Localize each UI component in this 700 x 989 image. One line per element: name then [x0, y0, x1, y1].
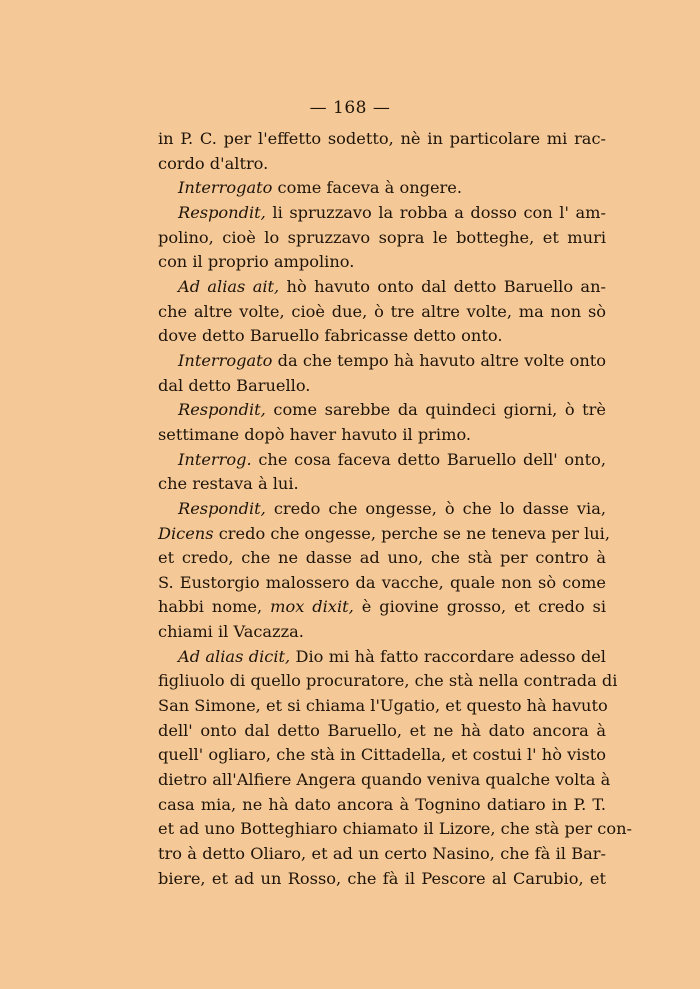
text-line — [158, 793, 606, 818]
text-line — [158, 842, 606, 867]
page-number: — 168 — — [309, 98, 391, 118]
text-line — [158, 522, 611, 547]
text-line — [158, 226, 606, 251]
line-text: dell' onto dal detto Baruello, et ne hà dato ancora à — [158, 720, 606, 740]
text-line — [158, 176, 606, 201]
line-text: che restava à lui. — [158, 474, 299, 494]
text-line — [158, 300, 606, 325]
line-text: casa mia, ne hà dato ancora à Tognino datiaro in P. T. — [158, 794, 606, 814]
line-text: dietro all'Alfiere Angera quando veniva qualche volta à — [158, 770, 611, 790]
line-text: biere, et ad un Rosso, che fà il Pescore al Carubio, et — [158, 868, 606, 888]
line-text: come faceva à ongere. — [272, 178, 463, 198]
line-text: che cosa faceva detto Baruello dell' onto, — [251, 449, 606, 469]
line-text: et credo, che ne dasse ad uno, che stà per contro à — [158, 548, 606, 568]
text-line — [158, 152, 606, 177]
line-text: chiami il Vacazza. — [158, 622, 304, 642]
italic-label: Respondit, — [178, 202, 266, 222]
line-text: è giovine grosso, et credo si — [353, 597, 607, 617]
line-text: con il proprio ampolino. — [158, 252, 355, 272]
text-line — [158, 448, 606, 473]
text-line — [158, 324, 606, 349]
line-text: hò havuto onto dal detto Baruello an- — [279, 276, 606, 296]
italic-label: mox dixit, — [270, 597, 354, 617]
text-line — [158, 201, 606, 226]
line-text: da che tempo hà havuto altre volte onto — [272, 350, 606, 370]
line-text: San Simone, et si chiama l'Ugatio, et questo hà havuto — [158, 696, 608, 716]
text-line — [158, 694, 606, 719]
text-line — [158, 127, 606, 152]
line-text: che altre volte, cioè due, ò tre altre volte, ma non sò — [158, 301, 606, 321]
text-line — [158, 719, 606, 744]
line-text: in P. C. per l'effetto sodetto, nè in particolare mi rac- — [158, 129, 606, 148]
line-text: quell' ogliaro, che stà in Cittadella, et costui l' hò visto — [158, 745, 606, 765]
text-line — [158, 497, 606, 522]
text-line — [158, 250, 606, 275]
text-line — [158, 669, 618, 694]
line-text: et ad uno Botteghiaro chiamato il Lizore, che stà per con- — [158, 819, 632, 839]
text-line — [158, 645, 606, 670]
text-line — [158, 423, 606, 448]
line-text: dal detto Baruello. — [158, 375, 311, 395]
line-text: settimane dopò haver havuto il primo. — [158, 424, 472, 444]
text-line — [158, 817, 632, 842]
italic-label: Respondit, — [178, 400, 266, 420]
text-line — [158, 743, 606, 768]
line-text: li spruzzavo la robba a dosso con l' am- — [265, 202, 606, 222]
line-text: cordo d'altro. — [158, 153, 269, 173]
text-line — [158, 546, 606, 571]
text-line — [158, 349, 606, 374]
line-text: credo che ongesse, ò che lo dasse via, — [265, 498, 606, 518]
text-line — [158, 768, 611, 793]
line-text: credo che ongesse, perche se ne teneva per lui, — [213, 523, 611, 543]
italic-label: Ad alias dicit, — [178, 646, 291, 666]
line-text: S. Eustorgio malossero da vacche, quale non sò come — [158, 572, 606, 592]
line-text: figliuolo di quello procuratore, che stà nella contrada di — [158, 671, 618, 691]
line-text: habbi nome, — [158, 597, 271, 617]
italic-label: Respondit, — [178, 498, 266, 518]
line-text: Dio mi hà fatto raccordare adesso del — [290, 646, 606, 666]
text-line — [158, 867, 606, 892]
italic-label: Interrogato — [178, 350, 273, 370]
text-line — [158, 472, 606, 497]
line-text: polino, cioè lo spruzzavo sopra le botteghe, et muri — [158, 227, 606, 247]
text-line — [158, 275, 606, 300]
text-line — [158, 398, 606, 423]
text-body — [158, 127, 632, 891]
italic-label: Dicens — [158, 523, 214, 543]
text-line — [158, 620, 606, 645]
line-text: tro à detto Oliaro, et ad un certo Nasino, che fà il Bar- — [158, 844, 606, 864]
italic-label: Interrogato — [178, 178, 273, 198]
text-line — [158, 595, 606, 620]
text-line — [158, 374, 606, 399]
line-text: dove detto Baruello fabricasse detto onto. — [158, 326, 503, 346]
italic-label: Interrog. — [178, 449, 252, 469]
line-text: come sarebbe da quindeci giorni, ò trè — [265, 400, 606, 420]
italic-label: Ad alias ait, — [178, 276, 280, 296]
text-line — [158, 571, 606, 596]
